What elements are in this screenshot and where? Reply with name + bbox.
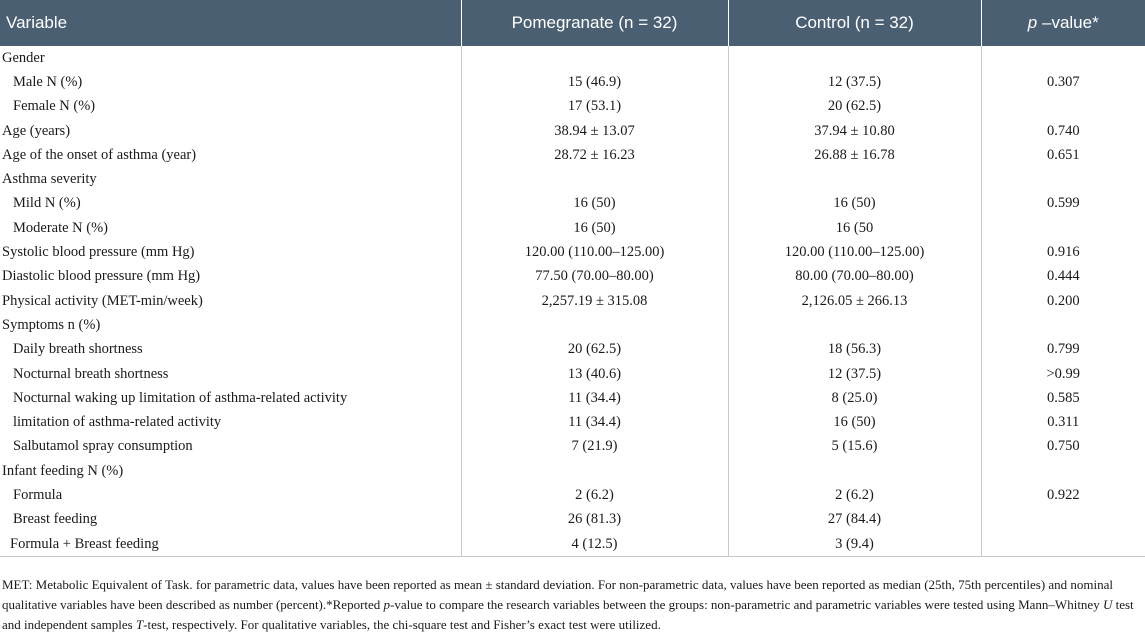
row-label: Diastolic blood pressure (mm Hg) — [2, 268, 201, 285]
cell-p-value: 0.922 — [981, 483, 1145, 507]
header-p-value — [981, 0, 1145, 46]
table-row — [0, 410, 1145, 434]
cell-control — [728, 459, 981, 483]
table-header — [0, 0, 1145, 46]
cell-pomegranate: 7 (21.9) — [461, 435, 728, 459]
cell-control: 80.00 (70.00–80.00) — [728, 265, 981, 289]
cell-p-value — [981, 313, 1145, 337]
cell-pomegranate: 15 (46.9) — [461, 70, 728, 94]
cell-control: 12 (37.5) — [728, 362, 981, 386]
cell-pomegranate — [461, 167, 728, 191]
cell-p-value: >0.99 — [981, 362, 1145, 386]
table-row — [0, 459, 1145, 483]
table-row — [0, 386, 1145, 410]
table-row — [0, 143, 1145, 167]
row-label: Systolic blood pressure (mm Hg) — [2, 244, 195, 261]
header-pomegranate: Pomegranate (n = 32) — [461, 0, 728, 46]
header-row — [0, 0, 1145, 46]
cell-p-value — [981, 532, 1145, 557]
footnote-italic: U — [1102, 597, 1113, 612]
header-control: Control (n = 32) — [728, 0, 981, 46]
row-label: Physical activity (MET-min/week) — [2, 292, 203, 309]
cell-p-value: 0.307 — [981, 70, 1145, 94]
table-row — [0, 483, 1145, 507]
cell-control — [728, 313, 981, 337]
footnote-text: -test, respectively. For qualitative variables, the chi-square test and Fisher’s exact test were utilized. — [143, 617, 661, 632]
table-row — [0, 70, 1145, 94]
cell-control: 2,126.05 ± 266.13 — [728, 289, 981, 313]
row-label: Formula — [13, 486, 63, 503]
cell-pomegranate: 2,257.19 ± 315.08 — [461, 289, 728, 313]
table-row — [0, 362, 1145, 386]
row-label: Infant feeding N (%) — [2, 462, 124, 479]
cell-p-value — [981, 46, 1145, 70]
cell-pomegranate: 13 (40.6) — [461, 362, 728, 386]
p-rest: –value* — [1037, 13, 1099, 32]
cell-p-value — [981, 459, 1145, 483]
cell-p-value: 0.585 — [981, 386, 1145, 410]
row-label: Moderate N (%) — [13, 219, 109, 236]
table-row — [0, 265, 1145, 289]
cell-control: 3 (9.4) — [728, 532, 981, 557]
cell-control — [728, 167, 981, 191]
cell-p-value: 0.799 — [981, 338, 1145, 362]
cell-p-value: 0.916 — [981, 240, 1145, 264]
cell-pomegranate: 20 (62.5) — [461, 338, 728, 362]
cell-control: 18 (56.3) — [728, 338, 981, 362]
cell-p-value — [981, 508, 1145, 532]
cell-p-value — [981, 216, 1145, 240]
row-label: Gender — [2, 49, 45, 66]
cell-p-value: 0.740 — [981, 119, 1145, 143]
table-row — [0, 119, 1145, 143]
table-row — [0, 216, 1145, 240]
cell-p-value: 0.750 — [981, 435, 1145, 459]
table-row — [0, 46, 1145, 70]
table-row — [0, 532, 1145, 557]
footnote-italic: T — [135, 617, 144, 632]
row-label: Nocturnal breath shortness — [13, 365, 169, 382]
cell-control: 12 (37.5) — [728, 70, 981, 94]
header-variable: Variable — [0, 0, 461, 46]
row-label: Salbutamol spray consumption — [13, 438, 193, 455]
cell-pomegranate — [461, 46, 728, 70]
cell-pomegranate: 17 (53.1) — [461, 95, 728, 119]
row-label: Male N (%) — [13, 73, 83, 90]
cell-control: 16 (50) — [728, 192, 981, 216]
cell-pomegranate: 77.50 (70.00–80.00) — [461, 265, 728, 289]
cell-p-value: 0.599 — [981, 192, 1145, 216]
cell-control: 120.00 (110.00–125.00) — [728, 240, 981, 264]
cell-pomegranate: 11 (34.4) — [461, 386, 728, 410]
cell-pomegranate — [461, 313, 728, 337]
cell-control: 20 (62.5) — [728, 95, 981, 119]
row-label: Formula + Breast feeding — [0, 532, 461, 557]
table-row — [0, 95, 1145, 119]
cell-pomegranate: 16 (50) — [461, 192, 728, 216]
table-row — [0, 192, 1145, 216]
row-label: Nocturnal waking up limitation of asthma-related activity — [13, 389, 348, 406]
row-label: Female N (%) — [13, 98, 96, 115]
cell-control — [728, 46, 981, 70]
p-italic: p — [1027, 13, 1038, 32]
table-row — [0, 508, 1145, 532]
cell-pomegranate: 4 (12.5) — [461, 532, 728, 557]
footnote-text: test and independent samples — [2, 597, 1134, 632]
cell-pomegranate: 16 (50) — [461, 216, 728, 240]
cell-control: 8 (25.0) — [728, 386, 981, 410]
cell-control: 16 (50 — [728, 216, 981, 240]
row-label: Daily breath shortness — [13, 341, 143, 358]
cell-pomegranate: 2 (6.2) — [461, 483, 728, 507]
cell-pomegranate: 38.94 ± 13.07 — [461, 119, 728, 143]
row-label: Age of the onset of asthma (year) — [2, 146, 197, 163]
cell-control: 2 (6.2) — [728, 483, 981, 507]
cell-control: 5 (15.6) — [728, 435, 981, 459]
table-footnote — [2, 575, 1140, 635]
cell-p-value — [981, 167, 1145, 191]
footnote-italic: p — [383, 597, 391, 612]
footnote-text: -value to compare the research variables between the groups: non-parametric and parametric variables were tested using Mann–Whitney — [390, 597, 1103, 612]
cell-pomegranate: 28.72 ± 16.23 — [461, 143, 728, 167]
cell-control: 26.88 ± 16.78 — [728, 143, 981, 167]
row-label: Symptoms n (%) — [2, 316, 101, 333]
cell-control: 27 (84.4) — [728, 508, 981, 532]
row-label: Asthma severity — [2, 171, 97, 188]
cell-p-value: 0.311 — [981, 410, 1145, 434]
row-label: limitation of asthma-related activity — [13, 414, 222, 431]
cell-control: 16 (50) — [728, 410, 981, 434]
table-row — [0, 313, 1145, 337]
table-row — [0, 289, 1145, 313]
table-row — [0, 167, 1145, 191]
cell-pomegranate: 26 (81.3) — [461, 508, 728, 532]
cell-pomegranate — [461, 459, 728, 483]
table-row — [0, 435, 1145, 459]
cell-control: 37.94 ± 10.80 — [728, 119, 981, 143]
cell-p-value: 0.444 — [981, 265, 1145, 289]
row-label: Mild N (%) — [13, 195, 81, 212]
cell-pomegranate: 11 (34.4) — [461, 410, 728, 434]
cell-p-value — [981, 95, 1145, 119]
table-row — [0, 240, 1145, 264]
table-body — [0, 46, 1145, 557]
table-row — [0, 338, 1145, 362]
cell-pomegranate: 120.00 (110.00–125.00) — [461, 240, 728, 264]
row-label: Breast feeding — [13, 511, 98, 528]
row-label: Age (years) — [2, 122, 71, 139]
cell-p-value: 0.651 — [981, 143, 1145, 167]
footnote-text: MET: Metabolic Equivalent of Task. for parametric data, values have been reported as mean ± standard deviation. For non-parametric data, values have been reported as median (25th, 75th percentiles) and nominal qualitative variables have been described as number (percent).*Reported — [2, 577, 1114, 612]
cell-p-value: 0.200 — [981, 289, 1145, 313]
